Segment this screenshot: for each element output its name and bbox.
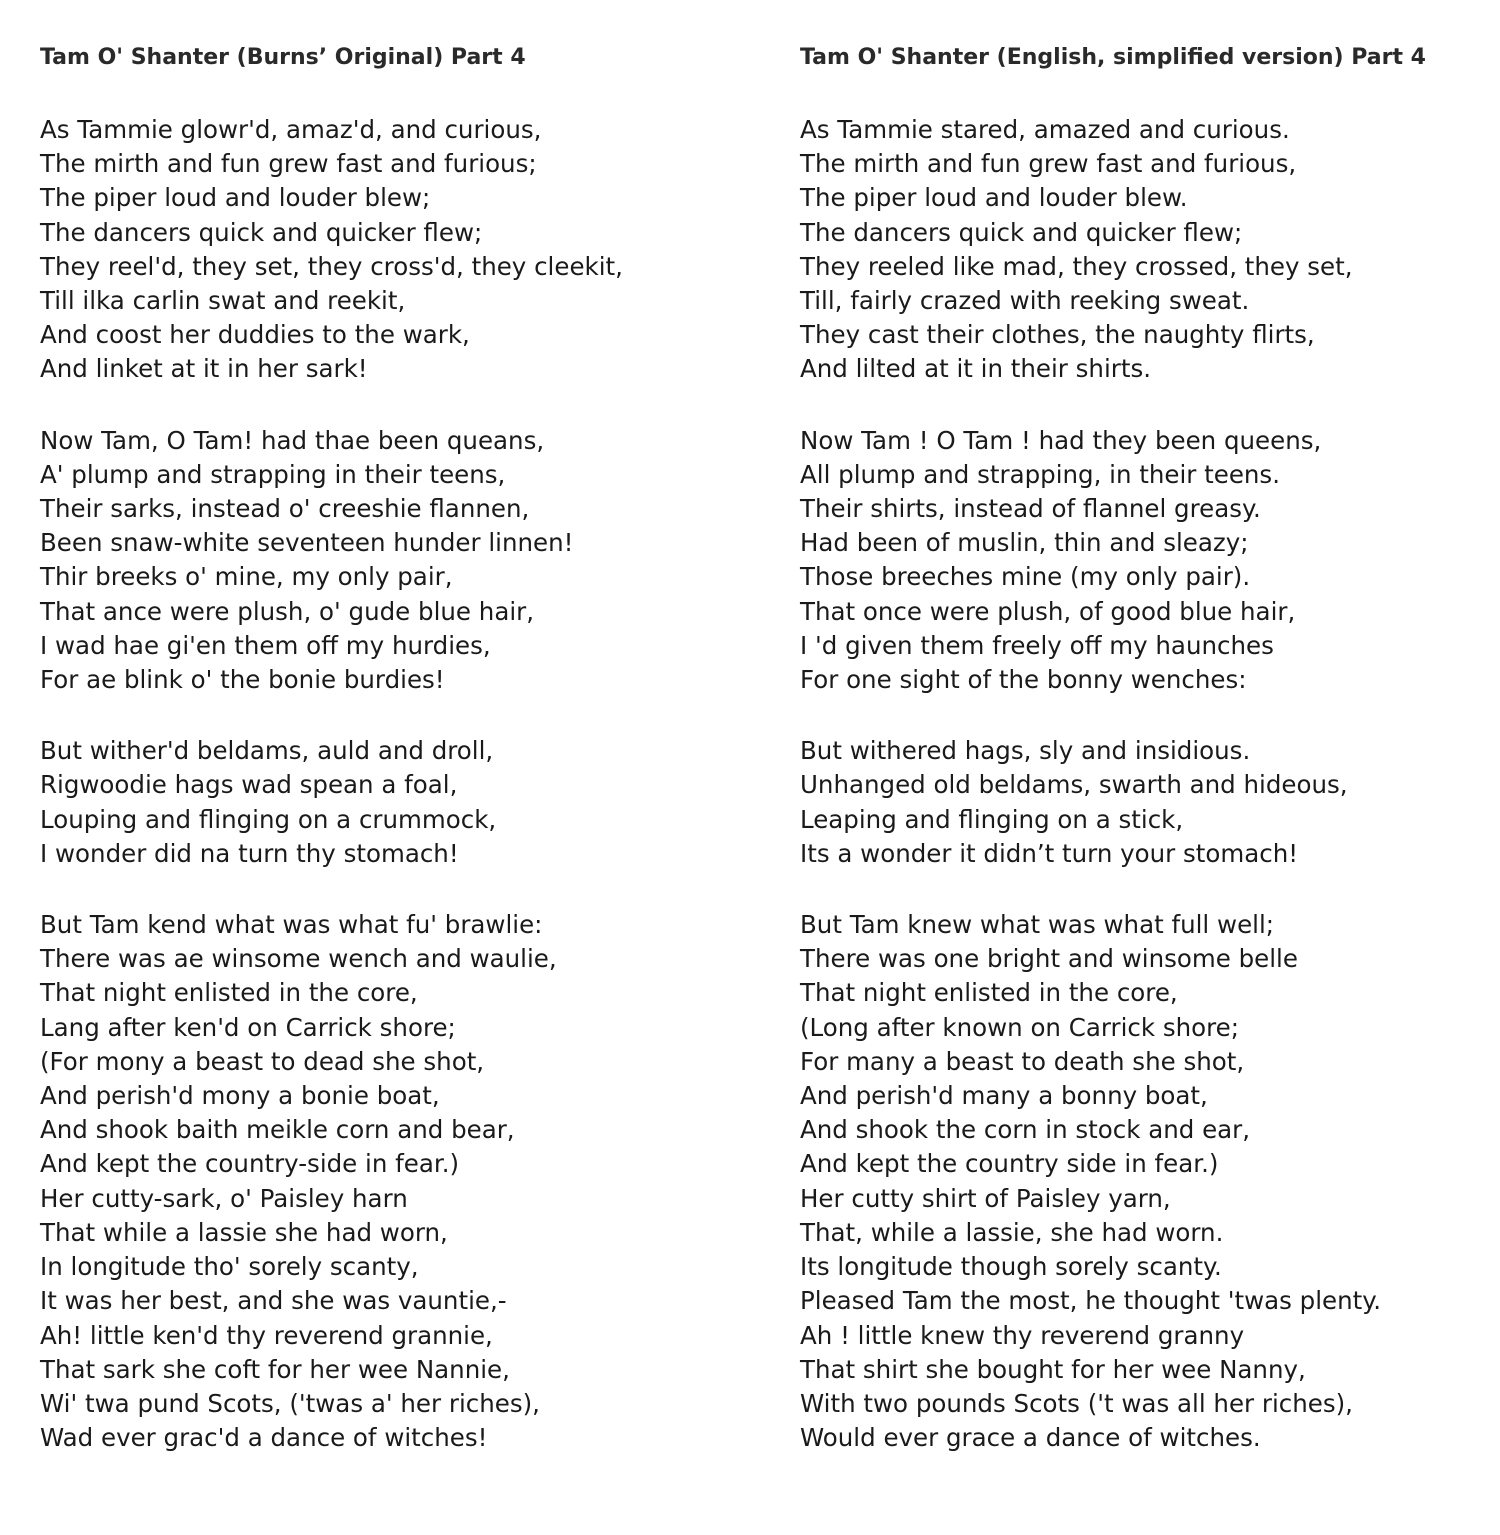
- poem-line: Their sarks, instead o' creeshie flannen,: [40, 494, 530, 524]
- poem-line: That night enlisted in the core,: [800, 978, 1178, 1008]
- poem-line: Ah! little ken'd thy reverend grannie,: [40, 1320, 493, 1350]
- poem-line: Now Tam ! O Tam ! had they been queens,: [800, 425, 1322, 455]
- poem-line: Wad ever grac'd a dance of witches!: [40, 1423, 488, 1453]
- poem-line: They cast their clothes, the naughty flirts,: [800, 320, 1315, 350]
- poem-line: The piper loud and louder blew.: [800, 183, 1188, 213]
- poem-line: There was one bright and winsome belle: [800, 944, 1298, 974]
- poem-line: Her cutty shirt of Paisley yarn,: [800, 1183, 1171, 1213]
- poem-line: And coost her duddies to the wark,: [40, 320, 470, 350]
- poem-line: And shook the corn in stock and ear,: [800, 1115, 1251, 1145]
- stanza: [40, 113, 760, 387]
- poem-line: And kept the country-side in fear.): [40, 1149, 460, 1179]
- poem-line: It was her best, and she was vauntie,-: [40, 1286, 507, 1316]
- poem-line: That ance were plush, o' gude blue hair,: [40, 596, 534, 626]
- poem-line: The dancers quick and quicker flew;: [40, 217, 483, 247]
- poem-line: There was ae winsome wench and waulie,: [40, 944, 557, 974]
- poem-line: They reeled like mad, they crossed, they set,: [800, 251, 1353, 281]
- poem-line: With two pounds Scots ('t was all her riches),: [800, 1388, 1353, 1418]
- original-poem: [40, 113, 760, 1455]
- poem-line: That while a lassie she had worn,: [40, 1217, 448, 1247]
- poem-line: And kept the country side in fear.): [800, 1149, 1219, 1179]
- poem-line: And perish'd mony a bonie boat,: [40, 1081, 440, 1111]
- simplified-poem: [800, 113, 1480, 1455]
- poem-line: Lang after ken'd on Carrick shore;: [40, 1012, 456, 1042]
- poem-line: And linket at it in her sark!: [40, 354, 368, 384]
- stanza: [800, 908, 1480, 1455]
- poem-line: (For mony a beast to dead she shot,: [40, 1046, 485, 1076]
- poem-line: Ah ! little knew thy reverend granny: [800, 1320, 1245, 1350]
- poem-line: But Tam kend what was what fu' brawlie:: [40, 910, 543, 940]
- poem-line: Those breeches mine (my only pair).: [800, 562, 1251, 592]
- poem-line: I wonder did na turn thy stomach!: [40, 838, 459, 868]
- poem-line: That, while a lassie, she had worn.: [800, 1217, 1224, 1247]
- simplified-title: Tam O' Shanter (English, simplified version) Part 4: [800, 45, 1426, 70]
- poem-line: But wither'd beldams, auld and droll,: [40, 736, 494, 766]
- poem-line: They reel'd, they set, they cross'd, they cleekit,: [40, 251, 623, 281]
- stanza: [800, 113, 1480, 387]
- poem-line: As Tammie glowr'd, amaz'd, and curious,: [40, 115, 542, 144]
- poem-line: In longitude tho' sorely scanty,: [40, 1252, 419, 1282]
- poem-line: Their shirts, instead of flannel greasy.: [800, 494, 1261, 524]
- poem-line: The dancers quick and quicker flew;: [800, 217, 1243, 247]
- stanza: [800, 734, 1480, 871]
- poem-line: That sark she coft for her wee Nannie,: [40, 1354, 510, 1384]
- poem-line: Its longitude though sorely scanty.: [800, 1252, 1222, 1282]
- poem-line: A' plump and strapping in their teens,: [40, 459, 506, 489]
- poem-line: That once were plush, of good blue hair,: [800, 596, 1296, 626]
- poem-line: Till ilka carlin swat and reekit,: [40, 286, 406, 316]
- poem-line: But Tam knew what was what full well;: [800, 910, 1275, 940]
- poem-line: The mirth and fun grew fast and furious;: [40, 149, 537, 179]
- poem-line: Leaping and flinging on a stick,: [800, 804, 1184, 834]
- poem-line: For one sight of the bonny wenches:: [800, 665, 1247, 695]
- poem-line: (Long after known on Carrick shore;: [800, 1012, 1239, 1042]
- poem-line: Had been of muslin, thin and sleazy;: [800, 528, 1249, 558]
- poem-line: And shook baith meikle corn and bear,: [40, 1115, 515, 1145]
- poem-line: Thir breeks o' mine, my only pair,: [40, 562, 453, 592]
- poem-line: Louping and flinging on a crummock,: [40, 804, 497, 834]
- poem-line: Wi' twa pund Scots, ('twas a' her riches),: [40, 1388, 540, 1418]
- stanza: [800, 424, 1480, 698]
- poem-line: All plump and strapping, in their teens.: [800, 459, 1280, 489]
- poem-line: As Tammie stared, amazed and curious.: [800, 115, 1290, 144]
- simplified-column: [800, 40, 1480, 1492]
- poem-line: Been snaw-white seventeen hunder linnen!: [40, 528, 574, 558]
- poem-line: But withered hags, sly and insidious.: [800, 736, 1251, 766]
- poem-line: The mirth and fun grew fast and furious,: [800, 149, 1297, 179]
- poem-line: I 'd given them freely off my haunches: [800, 630, 1274, 660]
- poem-line: Its a wonder it didn’t turn your stomach!: [800, 838, 1299, 868]
- poem-line: That night enlisted in the core,: [40, 978, 418, 1008]
- poem-line: Would ever grace a dance of witches.: [800, 1423, 1261, 1453]
- poem-line: And lilted at it in their shirts.: [800, 354, 1152, 384]
- poem-line: I wad hae gi'en them off my hurdies,: [40, 630, 491, 660]
- poem-line: Now Tam, O Tam! had thae been queans,: [40, 425, 545, 455]
- poem-line: Her cutty-sark, o' Paisley harn: [40, 1183, 408, 1213]
- poem-line: The piper loud and louder blew;: [40, 183, 431, 213]
- stanza: [40, 908, 760, 1455]
- poem-line: And perish'd many a bonny boat,: [800, 1081, 1208, 1111]
- poem-line: Till, fairly crazed with reeking sweat.: [800, 286, 1250, 316]
- stanza: [40, 424, 760, 698]
- poem-line: Unhanged old beldams, swarth and hideous,: [800, 770, 1348, 800]
- original-title: Tam O' Shanter (Burns’ Original) Part 4: [40, 45, 526, 70]
- poem-line: For many a beast to death she shot,: [800, 1046, 1245, 1076]
- poem-line: Pleased Tam the most, he thought 'twas plenty.: [800, 1286, 1382, 1316]
- poem-line: For ae blink o' the bonie burdies!: [40, 665, 445, 695]
- poem-line: Rigwoodie hags wad spean a foal,: [40, 770, 458, 800]
- poem-line: That shirt she bought for her wee Nanny,: [800, 1354, 1306, 1384]
- stanza: [40, 734, 760, 871]
- original-column: [40, 40, 760, 1492]
